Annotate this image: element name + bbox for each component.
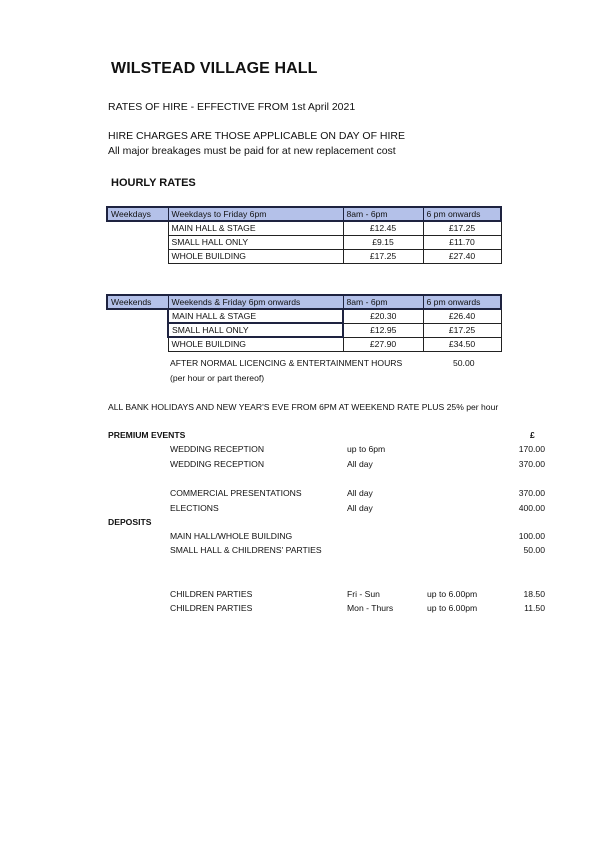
deposit-item-price: 100.00 <box>518 531 545 541</box>
table-row <box>107 221 501 235</box>
day-rate: £17.25 <box>343 249 423 263</box>
premium-item-name: WEDDING RECEPTION <box>170 459 265 469</box>
children-party-price: 18.50 <box>523 589 545 599</box>
premium-item-name: COMMERCIAL PRESENTATIONS <box>170 488 302 498</box>
room-name: MAIN HALL & STAGE <box>168 309 343 323</box>
room-name: WHOLE BUILDING <box>168 337 343 351</box>
table-row <box>107 337 501 351</box>
children-party-time: up to 6.00pm <box>427 603 478 613</box>
children-party-days: Fri - Sun <box>347 589 380 599</box>
premium-item-when: All day <box>347 488 373 498</box>
children-party-price: 11.50 <box>524 603 545 613</box>
day-rate: £12.95 <box>343 323 423 337</box>
premium-item-name: ELECTIONS <box>170 503 219 513</box>
premium-events-heading: PREMIUM EVENTS <box>108 430 186 440</box>
evening-rate: £17.25 <box>423 221 501 235</box>
room-name: SMALL HALL ONLY <box>168 323 343 337</box>
evening-rate: £27.40 <box>423 249 501 263</box>
day-rate: £20.30 <box>343 309 423 323</box>
weekends-header-row <box>107 295 501 309</box>
after-hours-note: (per hour or part thereof) <box>170 373 265 383</box>
evening-rate: £17.25 <box>423 323 501 337</box>
currency-symbol: £ <box>530 430 535 440</box>
children-party-name: CHILDREN PARTIES <box>170 603 253 613</box>
weekends-period: Weekends & Friday 6pm onwards <box>168 295 343 309</box>
after-hours-label: AFTER NORMAL LICENCING & ENTERTAINMENT HOURS <box>170 358 403 368</box>
premium-item-price: 400.00 <box>518 503 545 513</box>
day-rate: £12.45 <box>343 221 423 235</box>
document-title: WILSTEAD VILLAGE HALL <box>111 60 318 77</box>
children-party-time: up to 6.00pm <box>427 589 478 599</box>
premium-item-when: All day <box>347 503 373 513</box>
weekdays-col-day: 8am - 6pm <box>343 207 423 221</box>
weekdays-col-evening: 6 pm onwards <box>423 207 501 221</box>
weekends-col-day: 8am - 6pm <box>343 295 423 309</box>
weekdays-label: Weekdays <box>107 207 168 221</box>
day-rate: £27.90 <box>343 337 423 351</box>
evening-rate: £34.50 <box>423 337 501 351</box>
children-party-name: CHILDREN PARTIES <box>170 589 253 599</box>
note-breakages: All major breakages must be paid for at new replacement cost <box>108 145 396 157</box>
children-party-days: Mon - Thurs <box>347 603 394 613</box>
evening-rate: £11.70 <box>423 235 501 249</box>
weekdays-rates-table <box>106 206 502 264</box>
premium-item-name: WEDDING RECEPTION <box>170 444 265 454</box>
premium-item-price: 370.00 <box>518 459 545 469</box>
hourly-rates-heading: HOURLY RATES <box>111 177 196 189</box>
room-name: WHOLE BUILDING <box>168 249 343 263</box>
table-row <box>107 309 501 323</box>
note-hire-charges: HIRE CHARGES ARE THOSE APPLICABLE ON DAY OF HIRE <box>108 130 405 142</box>
weekdays-header-row <box>107 207 501 221</box>
room-name: SMALL HALL ONLY <box>168 235 343 249</box>
weekends-rates-table <box>106 294 502 352</box>
table-row <box>107 235 501 249</box>
deposits-heading: DEPOSITS <box>108 517 152 527</box>
premium-item-when: All day <box>347 459 373 469</box>
room-name: MAIN HALL & STAGE <box>168 221 343 235</box>
premium-item-price: 170.00 <box>518 444 545 454</box>
deposit-item-name: MAIN HALL/WHOLE BUILDING <box>170 531 293 541</box>
after-hours-value: 50.00 <box>453 358 475 368</box>
day-rate: £9.15 <box>343 235 423 249</box>
rates-effective-line: RATES OF HIRE - EFFECTIVE FROM 1st April 2021 <box>108 101 356 113</box>
weekends-col-evening: 6 pm onwards <box>423 295 501 309</box>
weekdays-period: Weekdays to Friday 6pm <box>168 207 343 221</box>
premium-item-price: 370.00 <box>518 488 545 498</box>
weekends-label: Weekends <box>107 295 168 309</box>
deposit-item-price: 50.00 <box>523 545 545 555</box>
table-row <box>107 323 501 337</box>
table-row <box>107 249 501 263</box>
premium-item-when: up to 6pm <box>347 444 386 454</box>
evening-rate: £26.40 <box>423 309 501 323</box>
deposit-item-name: SMALL HALL & CHILDRENS' PARTIES <box>170 545 322 555</box>
bank-holidays-note: ALL BANK HOLIDAYS AND NEW YEAR'S EVE FROM 6PM AT WEEKEND RATE PLUS 25% per hour <box>108 402 499 412</box>
